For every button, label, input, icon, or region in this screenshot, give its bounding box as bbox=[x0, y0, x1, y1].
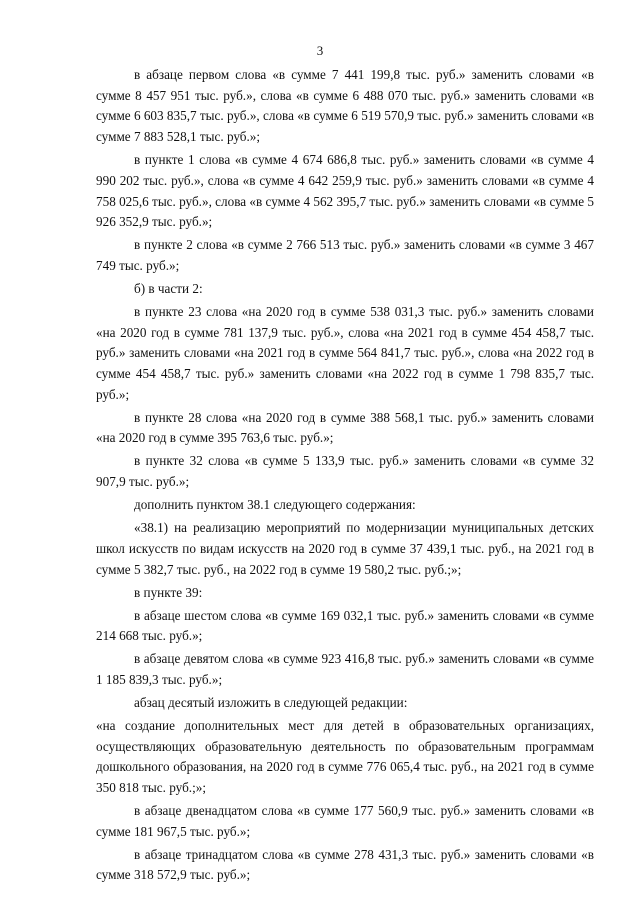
paragraph-punkt-28: в пункте 28 слова «на 2020 год в сумме 388 568,1 тыс. руб.» заменить словами «на 2020 год в сумме 395 763,6 тыс. руб.»; bbox=[96, 409, 594, 446]
paragraph-abzac-devyatyj: в абзаце девятом слова «в сумме 923 416,8 тыс. руб.» заменить словами «в сумме 1 185 839,3 тыс. руб.»; bbox=[96, 651, 594, 687]
document-body bbox=[96, 65, 594, 888]
paragraph-abzac-shestoj: в абзаце шестом слова «в сумме 169 032,1 тыс. руб.» заменить словами «в сумме 214 668 тыс. руб.»; bbox=[96, 607, 594, 644]
paragraph-punkt-23: в пункте 23 слова «на 2020 год в сумме 538 031,3 тыс. руб.» заменить словами «на 2020 год в сумме 781 137,9 тыс. руб.», слова «на 2021 год в сумме 454 458,7 тыс. руб.» заменить словами «на 2021 год в сумме 564 841,7 тыс. руб.», слова «на 2022 год в сумме 454 458,7 тыс. руб.» заменить словами «на 2022 год в сумме 1 798 835,7 тыс. руб.»; bbox=[96, 303, 594, 402]
paragraph-punkt-2: в пункте 2 слова «в сумме 2 766 513 тыс. руб.» заменить словами «в сумме 3 467 749 тыс. руб.»; bbox=[96, 237, 594, 273]
page-number: 3 bbox=[316, 43, 324, 58]
paragraph-chast-2-heading: б) в части 2: bbox=[134, 280, 203, 296]
paragraph-punkt-32: в пункте 32 слова «в сумме 5 133,9 тыс. руб.» заменить словами «в сумме 32 907,9 тыс. руб.»; bbox=[96, 453, 594, 490]
paragraph-punkt-1: в пункте 1 слова «в сумме 4 674 686,8 тыс. руб.» заменить словами «в сумме 4 990 202 тыс. руб.», слова «в сумме 4 642 259,9 тыс. руб.» заменить словами «в сумме 4 758 025,6 тыс. руб.», слова «в сумме 4 562 395,7 тыс. руб.» заменить словами «в сумме 5 926 352,9 тыс. руб.»; bbox=[96, 152, 594, 230]
paragraph-abzac-desyatyj-text: «на создание дополнительных мест для детей в образовательных организациях, осуществляющих образовательную деятельность по образовательным программам дошкольного образования, на 2020 год в сумме 776 065,4 тыс. руб., на 2021 год в сумме 350 818 тыс. руб.;»; bbox=[96, 717, 594, 796]
paragraph-abzac-dvenadcatyj: в абзаце двенадцатом слова «в сумме 177 560,9 тыс. руб.» заменить словами «в сумме 181 967,5 тыс. руб.»; bbox=[96, 803, 594, 839]
paragraph-punkt-39: в пункте 39: bbox=[134, 584, 203, 600]
paragraph-dopolnit-38-1: дополнить пунктом 38.1 следующего содержания: bbox=[134, 497, 416, 513]
paragraph-punkt-38-1-text: «38.1) на реализацию мероприятий по модернизации муниципальных детских школ искусств по видам искусств на 2020 год в сумме 37 439,1 тыс. руб., на 2021 год в сумме 5 382,7 тыс. руб., на 2022 год в сумме 19 580,2 тыс. руб.;»; bbox=[96, 520, 594, 577]
paragraph-abzac-trinadcatyj: в абзаце тринадцатом слова «в сумме 278 431,3 тыс. руб.» заменить словами «в сумме 318 572,9 тыс. руб.»; bbox=[96, 846, 594, 883]
paragraph-abzac-desyatyj: абзац десятый изложить в следующей редакции: bbox=[134, 694, 408, 710]
paragraph-abzac-pervyj: в абзаце первом слова «в сумме 7 441 199,8 тыс. руб.» заменить словами «в сумме 8 457 951 тыс. руб.», слова «в сумме 6 488 070 тыс. руб.» заменить словами «в сумме 6 603 835,7 тыс. руб.», слова «в сумме 6 519 570,9 тыс. руб.» заменить словами «в сумме 7 883 528,1 тыс. руб.»; bbox=[96, 67, 594, 145]
